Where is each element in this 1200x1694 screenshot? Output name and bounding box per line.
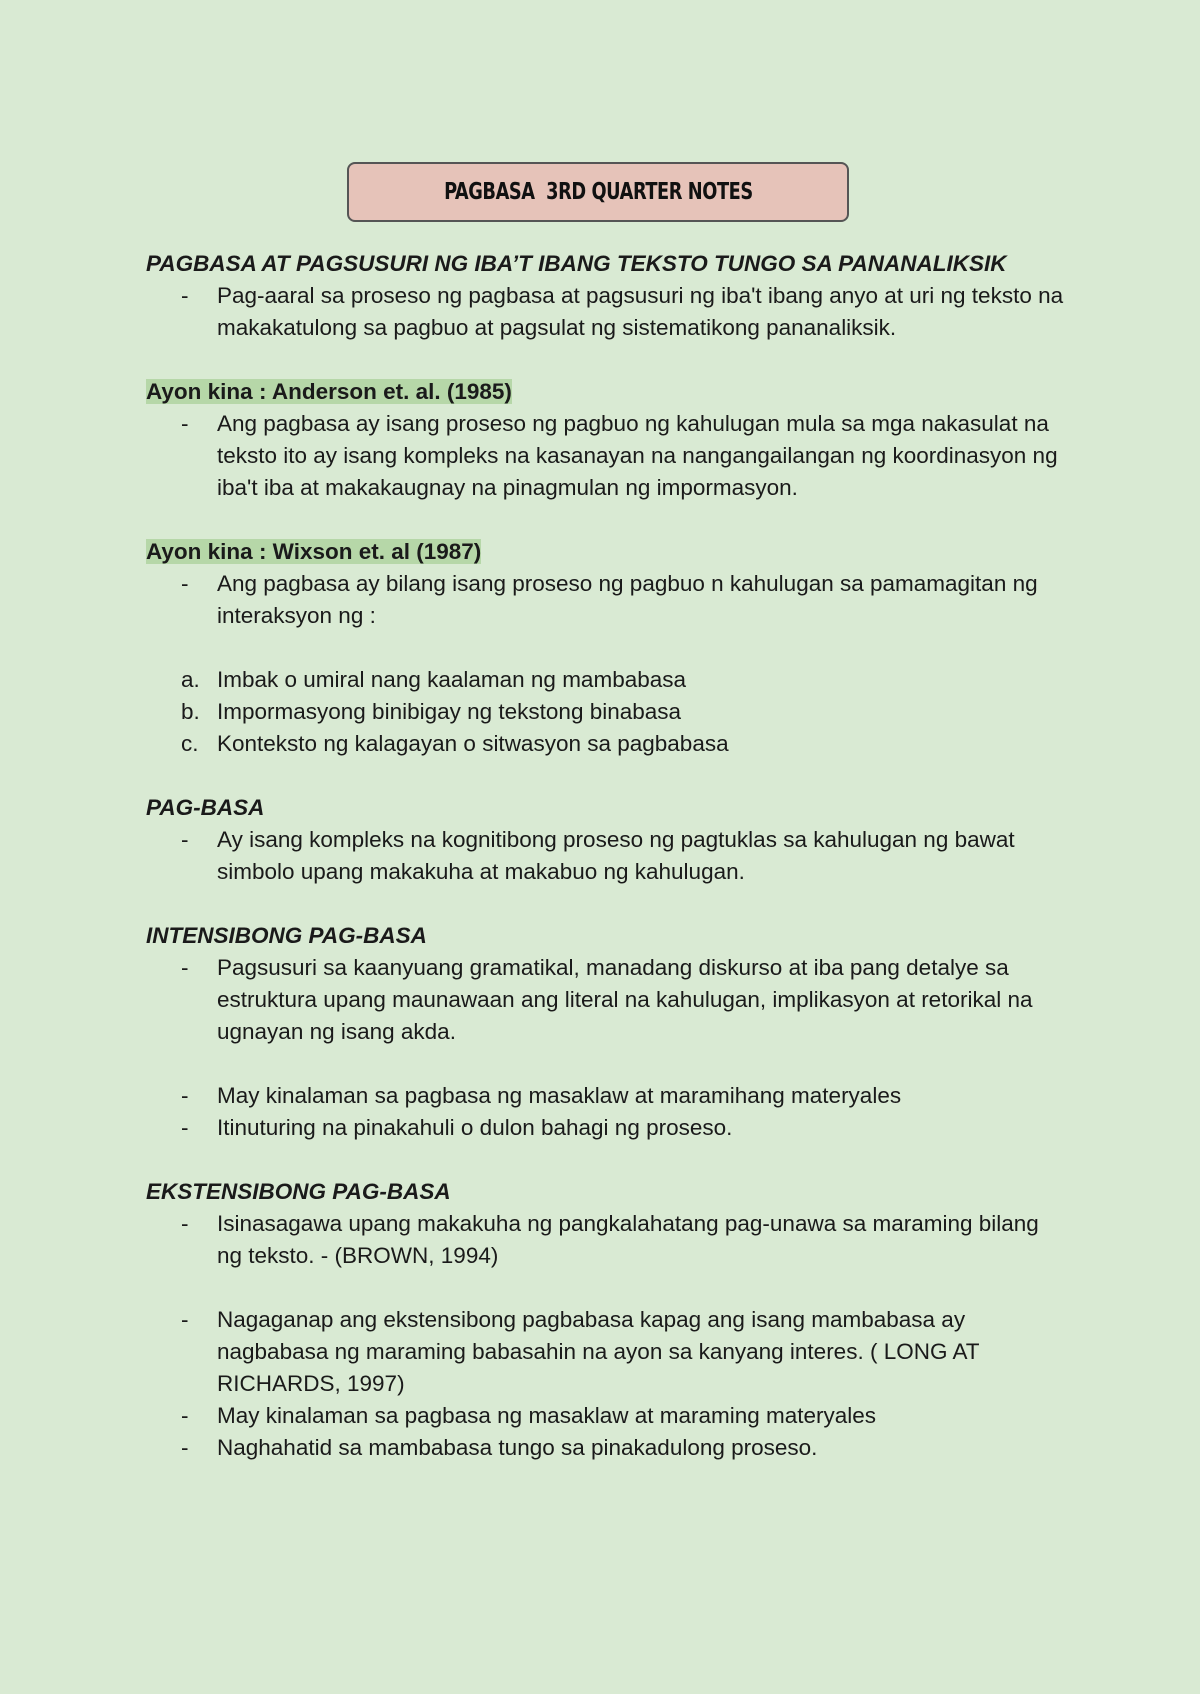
section-heading-intensibong-pag-basa: INTENSIBONG PAG-BASA <box>146 923 427 948</box>
list-item-text: Pagsusuri sa kaanyuang gramatikal, manadang diskurso at iba pang detalye sa estruktura upang maunawaan ang literal na kahulugan, implikasyon at retorikal na ugnayan ng isang akda. <box>217 955 1033 1044</box>
lettered-item-text: Imbak o umiral nang kaalaman ng mambabasa <box>217 667 687 692</box>
lettered-item-a <box>146 664 1066 696</box>
list-item-text: Nagaganap ang ekstensibong pagbabasa kapag ang isang mambabasa ay nagbabasa ng maraming babasahin na ayon sa kanyang interes. ( LONG AT RICHARDS, 1997) <box>217 1307 980 1396</box>
letter-marker: b. <box>181 699 200 724</box>
list-item <box>146 408 1066 504</box>
dash-bullet: - <box>181 1403 189 1428</box>
list-item <box>146 1432 1066 1464</box>
list-item <box>146 824 1066 888</box>
dash-bullet: - <box>181 1115 189 1140</box>
notes-content <box>146 248 1066 1464</box>
lettered-item-text: Impormasyong binibigay ng tekstong binabasa <box>217 699 682 724</box>
dash-bullet: - <box>181 1083 189 1108</box>
dash-bullet: - <box>181 571 189 596</box>
list-item <box>146 1080 1066 1112</box>
lettered-item-b <box>146 696 1066 728</box>
list-item <box>146 1112 1066 1144</box>
list-item-text: Ang pagbasa ay isang proseso ng pagbuo ng kahulugan mula sa mga nakasulat na teksto ito ay isang kompleks na kasanayan na nangangailangan ng koordinasyon ng iba't iba at makakaugnay na pinagmulan ng impormasyon. <box>217 411 1058 500</box>
dash-bullet: - <box>181 1435 189 1460</box>
lettered-item-c <box>146 728 1066 760</box>
lettered-item-text: Konteksto ng kalagayan o sitwasyon sa pagbabasa <box>217 731 729 756</box>
dash-bullet: - <box>181 411 189 436</box>
section-heading-pag-basa: PAG-BASA <box>146 795 265 820</box>
dash-bullet: - <box>181 1211 189 1236</box>
title-box <box>347 162 849 222</box>
dash-bullet: - <box>181 1307 189 1332</box>
list-item <box>146 1304 1066 1400</box>
letter-marker: a. <box>181 667 200 692</box>
section-heading-anderson <box>146 376 1066 408</box>
list-item <box>146 280 1066 344</box>
document-title: PAGBASA 3RD QUARTER NOTES <box>443 179 753 205</box>
list-item-text: May kinalaman sa pagbasa ng masaklaw at maramihang materyales <box>217 1083 902 1108</box>
list-item-text: Naghahatid sa mambabasa tungo sa pinakadulong proseso. <box>217 1435 818 1460</box>
section-heading-wixson <box>146 536 1066 568</box>
highlighted-heading: Ayon kina : Anderson et. al. (1985) <box>146 379 512 404</box>
section-heading-pagbasa-at-pagsusuri: PAGBASA AT PAGSUSURI NG IBA’T IBANG TEKSTO TUNGO SA PANANALIKSIK <box>146 251 1007 276</box>
dash-bullet: - <box>181 827 189 852</box>
list-item-text: Isinasagawa upang makakuha ng pangkalahatang pag-unawa sa maraming bilang ng teksto. - (BROWN, 1994) <box>217 1211 1039 1268</box>
list-item-text: Itinuturing na pinakahuli o dulon bahagi ng proseso. <box>217 1115 733 1140</box>
list-item <box>146 568 1066 632</box>
list-item-text: Pag-aaral sa proseso ng pagbasa at pagsusuri ng iba't ibang anyo at uri ng teksto na makakatulong sa pagbuo at pagsulat ng sistematikong pananaliksik. <box>217 283 1064 340</box>
list-item-text: Ay isang kompleks na kognitibong proseso ng pagtuklas sa kahulugan ng bawat simbolo upang makakuha at makabuo ng kahulugan. <box>217 827 1015 884</box>
highlighted-heading: Ayon kina : Wixson et. al (1987) <box>146 539 482 564</box>
dash-bullet: - <box>181 955 189 980</box>
list-item <box>146 952 1066 1048</box>
list-item-text: May kinalaman sa pagbasa ng masaklaw at maraming materyales <box>217 1403 877 1428</box>
list-item-text: Ang pagbasa ay bilang isang proseso ng pagbuo n kahulugan sa pamamagitan ng interaksyon ng : <box>217 571 1038 628</box>
list-item <box>146 1400 1066 1432</box>
letter-marker: c. <box>181 731 199 756</box>
list-item <box>146 1208 1066 1272</box>
dash-bullet: - <box>181 283 189 308</box>
section-heading-ekstensibong-pag-basa: EKSTENSIBONG PAG-BASA <box>146 1179 451 1204</box>
